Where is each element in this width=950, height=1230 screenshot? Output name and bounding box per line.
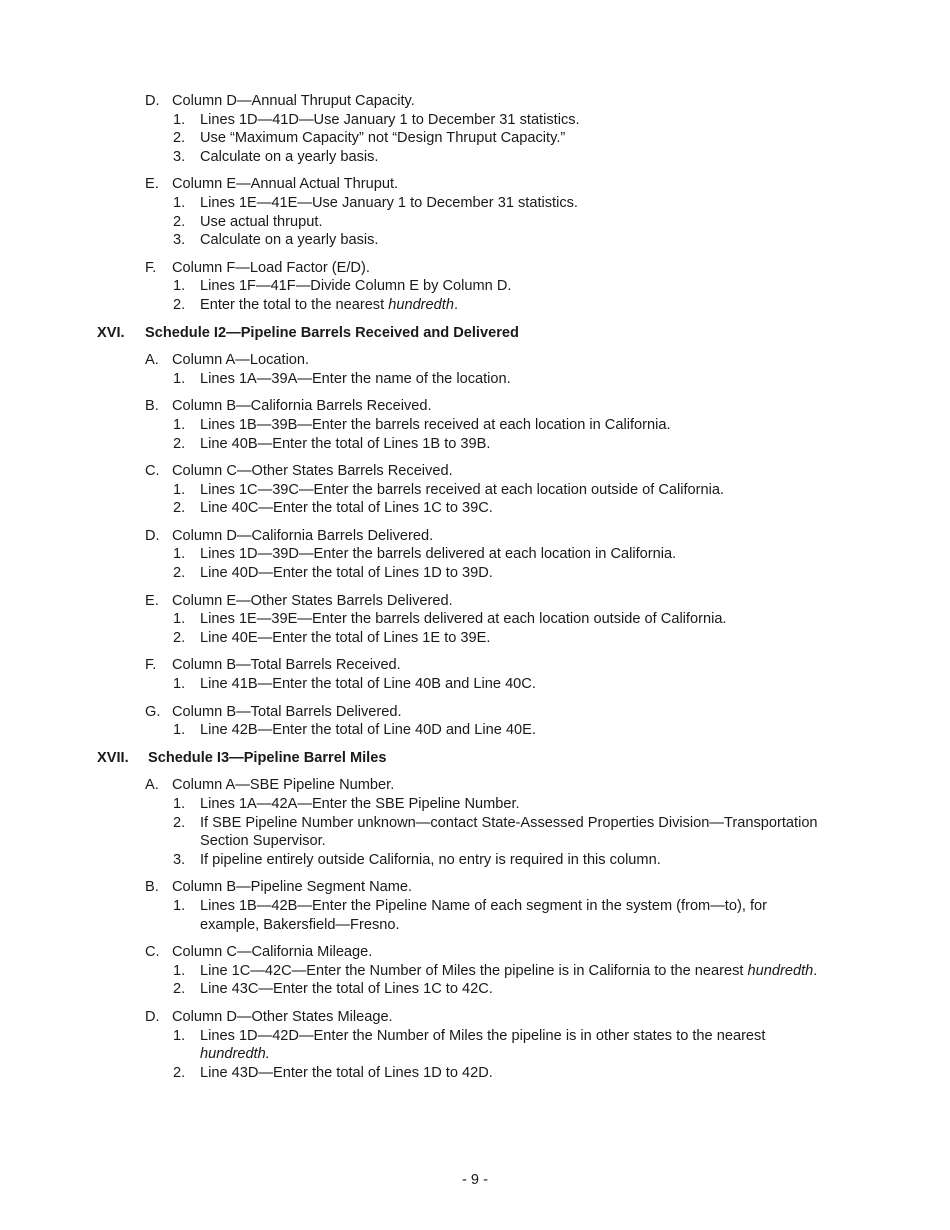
column-title: Column C—California Mileage. — [172, 944, 373, 961]
item-text-main: Line 40E—Enter the total of Lines 1E to 39E. — [200, 629, 491, 646]
column-heading — [145, 592, 950, 611]
column-heading — [145, 351, 950, 370]
list-item — [0, 675, 950, 694]
item-number: 2. — [173, 565, 186, 582]
column-title: Column C—Other States Barrels Received. — [172, 463, 453, 480]
item-text — [200, 962, 820, 981]
column-heading — [145, 656, 950, 675]
column-letter: A. — [145, 777, 159, 794]
page-number: - 9 - — [462, 1172, 488, 1188]
item-text — [200, 675, 820, 694]
item-number: 2. — [173, 981, 186, 998]
item-number: 1. — [173, 194, 186, 211]
column-title: Column E—Other States Barrels Delivered. — [172, 592, 453, 609]
column-entry — [0, 776, 950, 869]
item-number: 1. — [173, 897, 186, 914]
list-item — [0, 814, 950, 851]
item-text-main: Lines 1D—41D—Use January 1 to December 31 statistics. — [200, 111, 580, 128]
list-item — [0, 213, 950, 232]
item-text-italic: hundredth. — [200, 1046, 270, 1063]
column-heading — [145, 703, 950, 722]
column-title: Column B—Pipeline Segment Name. — [172, 879, 413, 896]
section-numeral: XVI. — [97, 324, 125, 341]
section-heading — [0, 324, 950, 343]
item-text-after: . — [453, 296, 459, 313]
column-heading — [145, 259, 950, 278]
item-number: 1. — [173, 1027, 186, 1044]
item-number: 1. — [173, 111, 186, 128]
item-text — [200, 481, 820, 500]
column-title: Column D—Annual Thruput Capacity. — [172, 93, 415, 109]
item-number: 2. — [173, 435, 186, 452]
item-text-main: Lines 1E—39E—Enter the barrels delivered at each location outside of California. — [200, 611, 727, 628]
item-number: 2. — [173, 814, 186, 831]
item-number: 2. — [173, 629, 186, 646]
column-title: Column B—Total Barrels Delivered. — [172, 703, 402, 720]
item-number: 2. — [173, 213, 186, 230]
item-number: 2. — [173, 130, 186, 147]
column-letter: F. — [145, 657, 157, 674]
item-text — [200, 545, 820, 564]
section-heading — [0, 749, 950, 768]
item-number: 1. — [173, 796, 186, 812]
item-text-main: Enter the total to the nearest — [200, 296, 389, 313]
list-item — [0, 499, 950, 518]
item-text-main: Line 42B—Enter the total of Line 40D and Line 40E. — [200, 722, 536, 739]
item-text-main: Calculate on a yearly basis. — [200, 148, 379, 165]
item-text — [200, 980, 820, 999]
item-text-main: Use actual thruput. — [200, 213, 323, 230]
list-item — [0, 851, 950, 870]
item-text-main: Lines 1D—39D—Enter the barrels delivered at each location in California. — [200, 546, 677, 563]
list-item — [0, 194, 950, 213]
column-heading — [145, 1008, 950, 1027]
column-title: Column D—Other States Mileage. — [172, 1008, 393, 1025]
item-text-main: Line 40C—Enter the total of Lines 1C to 39C. — [200, 500, 493, 517]
column-entry — [0, 878, 950, 934]
list-item — [0, 962, 950, 981]
column-entry — [0, 656, 950, 693]
column-heading — [145, 397, 950, 416]
item-text-main: If SBE Pipeline Number unknown—contact State-Assessed Properties Division—Transportation Section Supervisor. — [200, 814, 818, 850]
section-numeral: XVII. — [97, 749, 129, 766]
column-title: Column B—Total Barrels Received. — [172, 657, 401, 674]
item-text — [200, 629, 820, 648]
column-heading — [145, 462, 950, 481]
column-title: Column D—California Barrels Delivered. — [172, 527, 434, 544]
list-item — [0, 980, 950, 999]
column-heading — [145, 878, 950, 897]
column-heading — [145, 943, 950, 962]
item-number: 1. — [173, 962, 186, 979]
column-entry — [0, 943, 950, 999]
item-text-main: Use “Maximum Capacity” not “Design Thruput Capacity.” — [200, 130, 566, 147]
column-entry — [0, 259, 950, 315]
item-number: 1. — [173, 416, 186, 433]
column-entry — [0, 527, 950, 583]
item-text-italic: hundredth — [747, 962, 814, 979]
item-text-main: Lines 1D—42D—Enter the Number of Miles the pipeline is in other states to the nearest — [200, 1027, 766, 1044]
item-text-main: Line 43D—Enter the total of Lines 1D to 42D. — [200, 1064, 493, 1081]
list-item — [0, 610, 950, 629]
item-text — [200, 435, 820, 454]
column-entry — [0, 592, 950, 648]
item-text — [200, 129, 820, 148]
list-item — [0, 897, 950, 934]
item-text-main: Line 40D—Enter the total of Lines 1D to 39D. — [200, 565, 493, 582]
column-entry — [0, 703, 950, 740]
section-title: Schedule I3—Pipeline Barrel Miles — [148, 749, 387, 766]
item-text — [200, 111, 820, 130]
list-item — [0, 795, 950, 814]
item-text — [200, 231, 820, 250]
list-item — [0, 721, 950, 740]
list-item — [0, 564, 950, 583]
item-text-main: Lines 1E—41E—Use January 1 to December 31 statistics. — [200, 194, 578, 211]
item-text — [200, 194, 820, 213]
item-text-main: Lines 1F—41F—Divide Column E by Column D. — [200, 278, 512, 295]
item-text — [200, 610, 820, 629]
item-text-main: Lines 1A—39A—Enter the name of the location. — [200, 370, 511, 387]
column-letter: E. — [145, 176, 159, 193]
list-item — [0, 231, 950, 250]
item-number: 3. — [173, 851, 186, 868]
list-item — [0, 370, 950, 389]
column-entry — [0, 397, 950, 453]
section-title: Schedule I2—Pipeline Barrels Received and Delivered — [145, 324, 519, 341]
column-entry — [0, 175, 950, 249]
item-text — [200, 897, 820, 934]
item-text-main: Calculate on a yearly basis. — [200, 232, 379, 249]
item-number: 3. — [173, 232, 186, 249]
item-text-main: Lines 1A—42A—Enter the SBE Pipeline Number. — [200, 796, 520, 812]
column-title: Column E—Annual Actual Thruput. — [172, 176, 399, 193]
column-heading — [145, 175, 950, 194]
list-item — [0, 545, 950, 564]
item-number: 1. — [173, 722, 186, 739]
item-text — [200, 795, 820, 814]
list-item — [0, 296, 950, 315]
list-item — [0, 1027, 950, 1064]
item-number: 1. — [173, 370, 186, 387]
list-item — [0, 277, 950, 296]
item-text-italic: hundredth — [388, 296, 454, 313]
item-text — [200, 370, 820, 389]
column-letter: C. — [145, 944, 160, 961]
item-text — [200, 277, 820, 296]
list-item — [0, 1064, 950, 1083]
item-text — [200, 564, 820, 583]
item-number: 2. — [173, 296, 186, 313]
item-text-main: If pipeline entirely outside California, no entry is required in this column. — [200, 851, 661, 868]
column-letter: B. — [145, 879, 159, 896]
column-heading — [145, 92, 950, 111]
item-text — [200, 721, 820, 740]
list-item — [0, 148, 950, 167]
item-number: 1. — [173, 278, 186, 295]
item-text-main: Lines 1B—42B—Enter the Pipeline Name of each segment in the system (from—to), for example, Bakersfield—Fresno. — [200, 897, 767, 933]
list-item — [0, 481, 950, 500]
item-number: 2. — [173, 1064, 186, 1081]
column-title: Column A—SBE Pipeline Number. — [172, 777, 395, 794]
list-item — [0, 629, 950, 648]
column-letter: A. — [145, 352, 159, 369]
column-letter: E. — [145, 592, 159, 609]
item-number: 3. — [173, 148, 186, 165]
column-entry — [0, 462, 950, 518]
item-number: 1. — [173, 481, 186, 498]
list-item — [0, 435, 950, 454]
item-text-main: Line 41B—Enter the total of Line 40B and Line 40C. — [200, 676, 536, 693]
column-letter: D. — [145, 527, 160, 544]
column-letter: B. — [145, 398, 159, 415]
item-number: 1. — [173, 676, 186, 693]
item-text — [200, 1064, 820, 1083]
item-text — [200, 416, 820, 435]
item-text — [200, 213, 820, 232]
column-letter: F. — [145, 259, 157, 276]
item-text — [200, 296, 820, 315]
column-entry — [0, 92, 950, 166]
item-text-main: Lines 1B—39B—Enter the barrels received at each location in California. — [200, 416, 671, 433]
column-title: Column A—Location. — [172, 352, 310, 369]
item-text-main: Line 40B—Enter the total of Lines 1B to 39B. — [200, 435, 491, 452]
item-number: 1. — [173, 611, 186, 628]
item-text — [200, 148, 820, 167]
document-body — [0, 92, 950, 1091]
item-text — [200, 851, 820, 870]
column-letter: D. — [145, 93, 160, 109]
column-title: Column F—Load Factor (E/D). — [172, 259, 370, 276]
list-item — [0, 416, 950, 435]
item-number: 1. — [173, 546, 186, 563]
column-entry — [0, 1008, 950, 1082]
column-heading — [145, 527, 950, 546]
item-text-after: . — [813, 962, 818, 979]
item-text-main: Lines 1C—39C—Enter the barrels received at each location outside of California. — [200, 481, 725, 498]
column-entry — [0, 351, 950, 388]
column-letter: D. — [145, 1008, 160, 1025]
list-item — [0, 129, 950, 148]
column-letter: G. — [145, 703, 161, 720]
item-text — [200, 1027, 820, 1064]
list-item — [0, 111, 950, 130]
column-letter: C. — [145, 463, 160, 480]
column-heading — [145, 776, 950, 795]
item-text-main: Line 43C—Enter the total of Lines 1C to 42C. — [200, 981, 493, 998]
item-text — [200, 499, 820, 518]
column-title: Column B—California Barrels Received. — [172, 398, 432, 415]
item-text-main: Line 1C—42C—Enter the Number of Miles the pipeline is in California to the nearest — [200, 962, 748, 979]
item-text — [200, 814, 820, 851]
item-number: 2. — [173, 500, 186, 517]
